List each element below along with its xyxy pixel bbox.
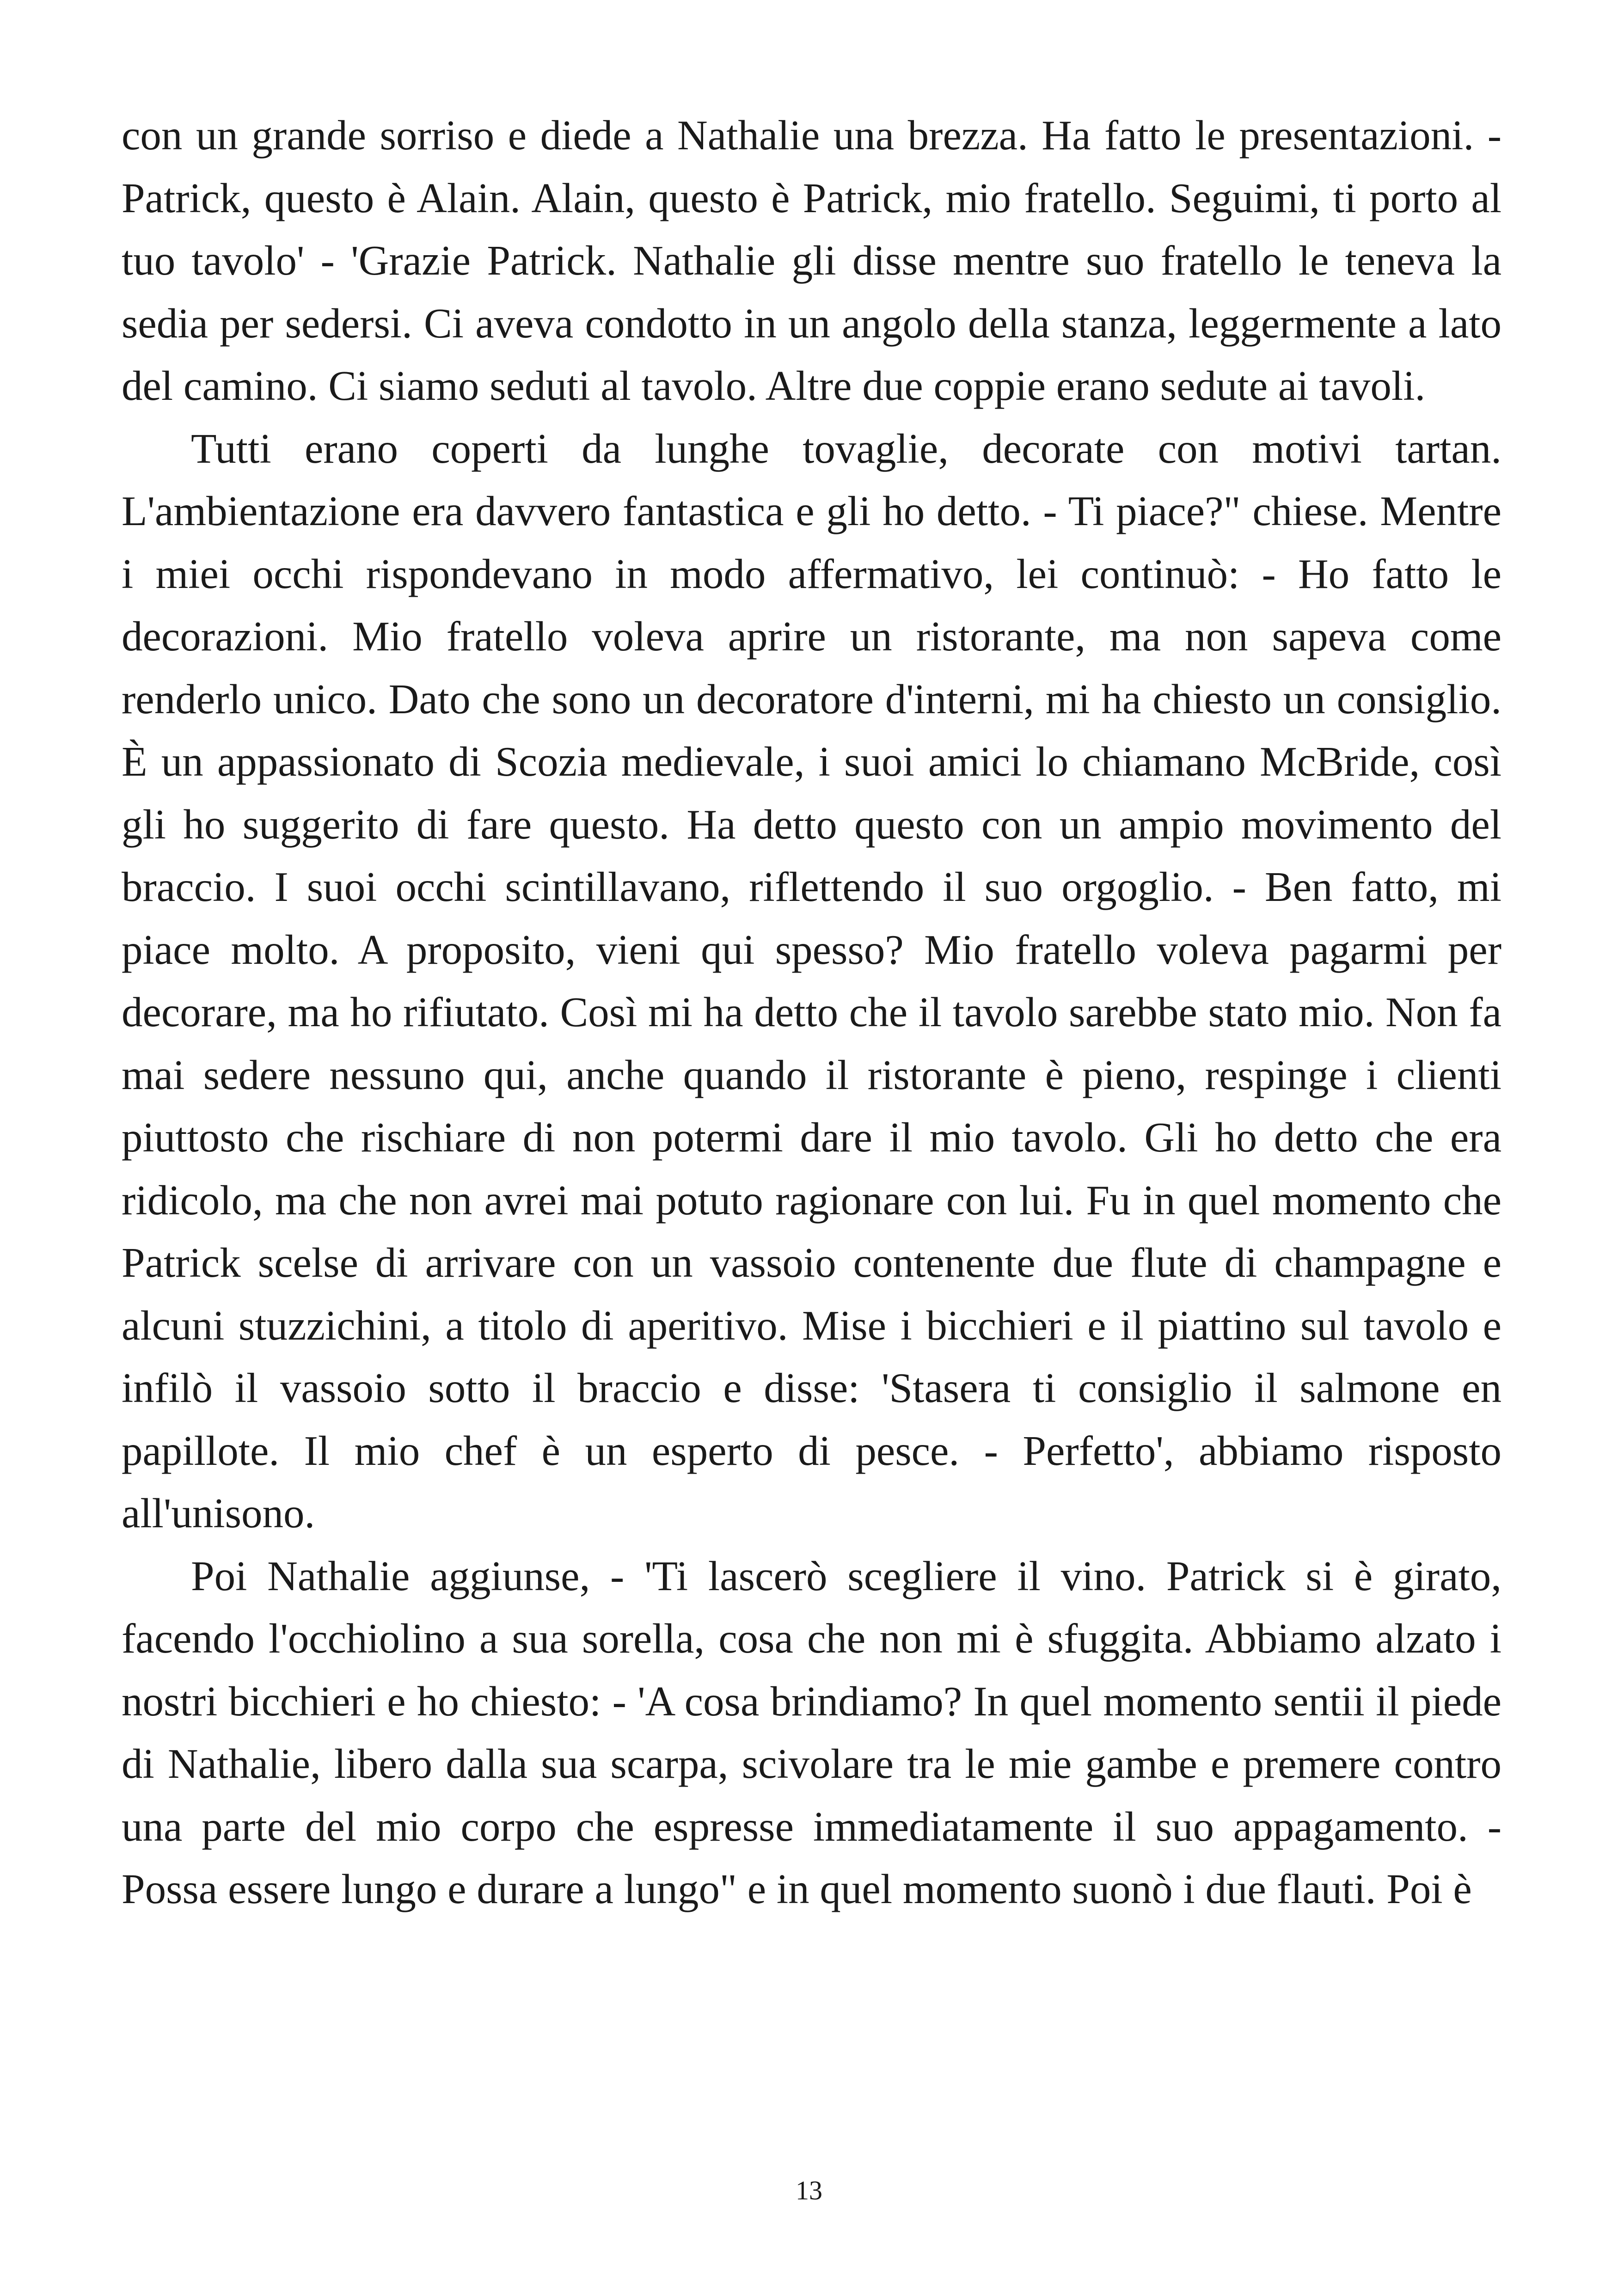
- page-number: 13: [796, 2175, 822, 2205]
- paragraph-1: con un grande sorriso e diede a Nathalie una brezza. Ha fatto le presentazioni. - Patrick, questo è Alain. Alain, questo è Patrick, mio fratello. Seguimi, ti porto al tuo tavolo' - 'Grazie Patrick. Nathalie gli disse mentre suo fratello le teneva la sedia per sedersi. Ci aveva condotto in un angolo della stanza, leggermente a lato del camino. Ci siamo seduti al tavolo. Altre due coppie erano sedute ai tavoli.: [122, 112, 1502, 409]
- paragraph-2: Tutti erano coperti da lunghe tovaglie, decorate con motivi tartan. L'ambientazione era davvero fantastica e gli ho detto. - Ti piace?" chiese. Mentre i miei occhi rispondevano in modo affermativo, lei continuò: - Ho fatto le decorazioni. Mio fratello voleva aprire un ristorante, ma non sapeva come renderlo unico. Dato che sono un decoratore d'interni, mi ha chiesto un consiglio. È un appassionato di Scozia medievale, i suoi amici lo chiamano McBride, così gli ho suggerito di fare questo. Ha detto questo con un ampio movimento del braccio. I suoi occhi scintillavano, riflettendo il suo orgoglio. - Ben fatto, mi piace molto. A proposito, vieni qui spesso? Mio fratello voleva pagarmi per decorare, ma ho rifiutato. Così mi ha detto che il tavolo sarebbe stato mio. Non fa mai sedere nessuno qui, anche quando il ristorante è pieno, respinge i clienti piuttosto che rischiare di non potermi dare il mio tavolo. Gli ho detto che era ridicolo, ma che non avrei mai potuto ragionare con lui. Fu in quel momento che Patrick scelse di arrivare con un vassoio contenente due flute di champagne e alcuni stuzzichini, a titolo di aperitivo. Mise i bicchieri e il piattino sul tavolo e infilò il vassoio sotto il braccio e disse: 'Stasera ti consiglio il salmone en papillote. Il mio chef è un esperto di pesce. - Perfetto', abbiamo risposto all'unisono.: [122, 425, 1502, 1537]
- body-text: [122, 104, 1502, 1921]
- paragraph-3: Poi Nathalie aggiunse, - 'Ti lascerò scegliere il vino. Patrick si è girato, facendo l'occhiolino a sua sorella, cosa che non mi è sfuggita. Abbiamo alzato i nostri bicchieri e ho chiesto: - 'A cosa brindiamo? In quel momento sentii il piede di Nathalie, libero dalla sua scarpa, scivolare tra le mie gambe e premere contro una parte del mio corpo che espresse immediatamente il suo appagamento. - Possa essere lungo e durare a lungo" e in quel momento suonò i due flauti. Poi è: [122, 1552, 1502, 1912]
- page-content: [122, 104, 1502, 2193]
